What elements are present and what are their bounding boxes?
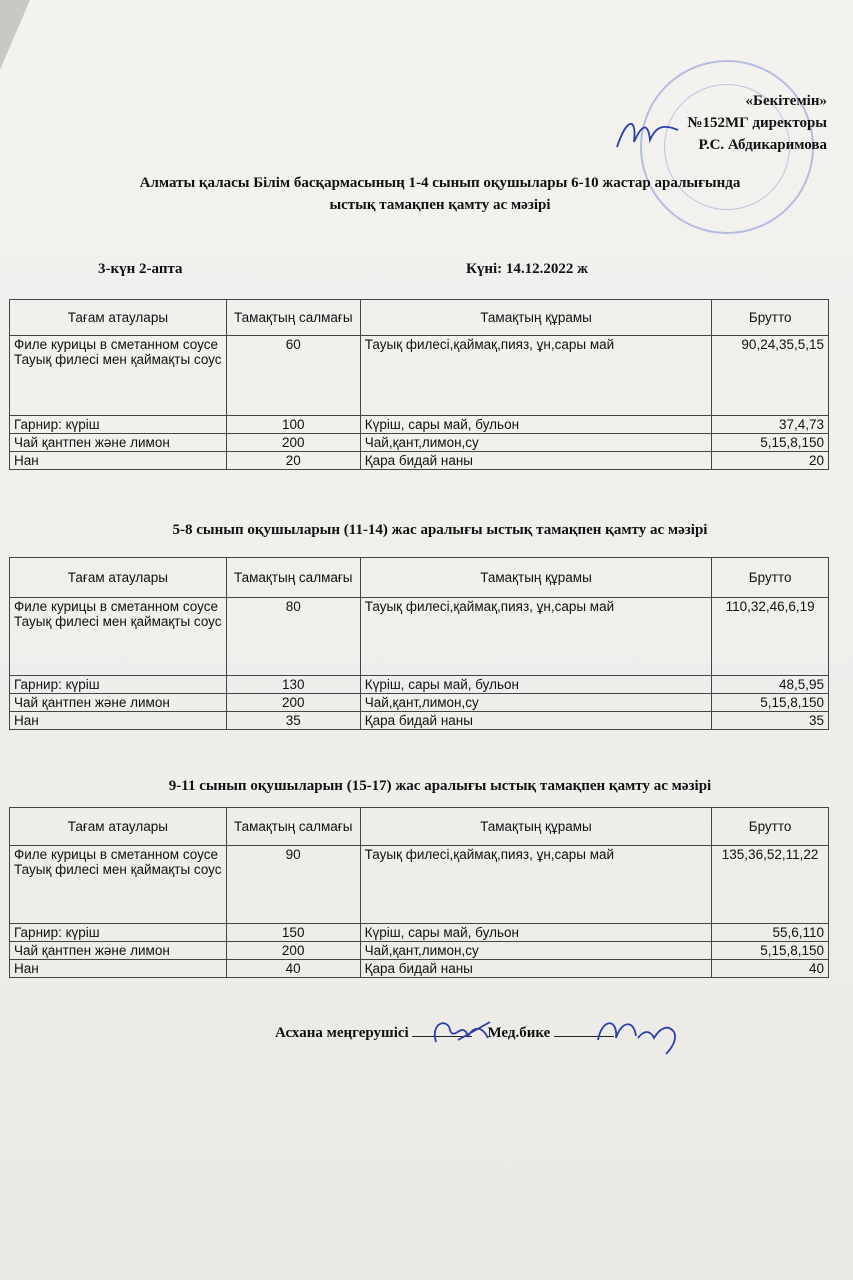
approval-block [687,90,827,156]
manager-signature [428,1012,498,1052]
col-header-brutto: Брутто [712,558,829,598]
table-row: Гарнир: күріш 150 Күріш, сары май, бульон 55,6,110 [10,924,829,942]
col-header-dish: Тағам атаулары [10,300,227,336]
menu-table-2 [9,557,829,730]
director-signature [612,112,682,157]
nurse-label: Мед.бике [487,1025,551,1041]
table-row: Гарнир: күріш 100 Күріш, сары май, бульон 37,4,73 [10,416,829,434]
canteen-manager-label: Асхана меңгерушісі [275,1025,409,1041]
table-row: Нан 40 Қара бидай наны 40 [10,960,829,978]
approval-heading: «Бекітемін» [745,93,827,109]
nurse-signature [588,1010,688,1060]
menu-table-1 [9,299,829,470]
section-title-3: 9-11 сынып оқушыларын (15-17) жас аралығы ыстық тамақпен қамту ас мәзірі [168,778,712,794]
table-row: Чай қантпен және лимон 200 Чай,қант,лимон,су 5,15,8,150 [10,942,829,960]
date: Күні: 14.12.2022 ж [466,261,589,277]
table-row: Филе курицы в сметанном соусе Тауық филесі мен қаймақты соус 80 Тауық филесі,қаймақ,пияз, ұн,сары май 110,32,46,6,19 [10,598,829,676]
col-header-dish: Тағам атаулары [10,558,227,598]
col-header-brutto: Брутто [712,808,829,846]
table-row: Чай қантпен және лимон 200 Чай,қант,лимон,су 5,15,8,150 [10,434,829,452]
col-header-weight: Тамақтың салмағы [226,808,360,846]
col-header-weight: Тамақтың салмағы [226,300,360,336]
col-header-composition: Тамақтың құрамы [360,808,711,846]
col-header-composition: Тамақтың құрамы [360,300,712,336]
section-title-2: 5-8 сынып оқушыларын (11-14) жас аралығы ыстық тамақпен қамту ас мәзірі [172,522,708,538]
col-header-dish: Тағам атаулары [10,808,227,846]
table-row: Чай қантпен және лимон 200 Чай,қант,лимон,су 5,15,8,150 [10,694,829,712]
approval-position: №152МГ директоры [687,115,827,131]
approval-name: Р.С. Абдикаримова [698,137,827,153]
menu-table-3 [9,807,829,978]
table-row: Филе курицы в сметанном соусе Тауық филесі мен қаймақты соус 60 Тауық филесі,қаймақ,пияз, ұн,сары май 90,24,35,5,15 [10,336,829,416]
main-title: Алматы қаласы Білім басқармасының 1-4 сынып оқушылары 6-10 жастар аралығында ыстық тамақпен қамту ас мәзірі [139,175,741,213]
table-row: Нан 20 Қара бидай наны 20 [10,452,829,470]
col-header-brutto: Брутто [712,300,829,336]
col-header-weight: Тамақтың салмағы [226,558,360,598]
day-week: 3-күн 2-апта [98,261,183,277]
page-corner-shadow [0,0,30,70]
table-row: Филе курицы в сметанном соусе Тауық филесі мен қаймақты соус 90 Тауық филесі,қаймақ,пияз, ұн,сары май 135,36,52,11,22 [10,846,829,924]
table-row: Нан 35 Қара бидай наны 35 [10,712,829,730]
col-header-composition: Тамақтың құрамы [360,558,712,598]
table-row: Гарнир: күріш 130 Күріш, сары май, бульон 48,5,95 [10,676,829,694]
